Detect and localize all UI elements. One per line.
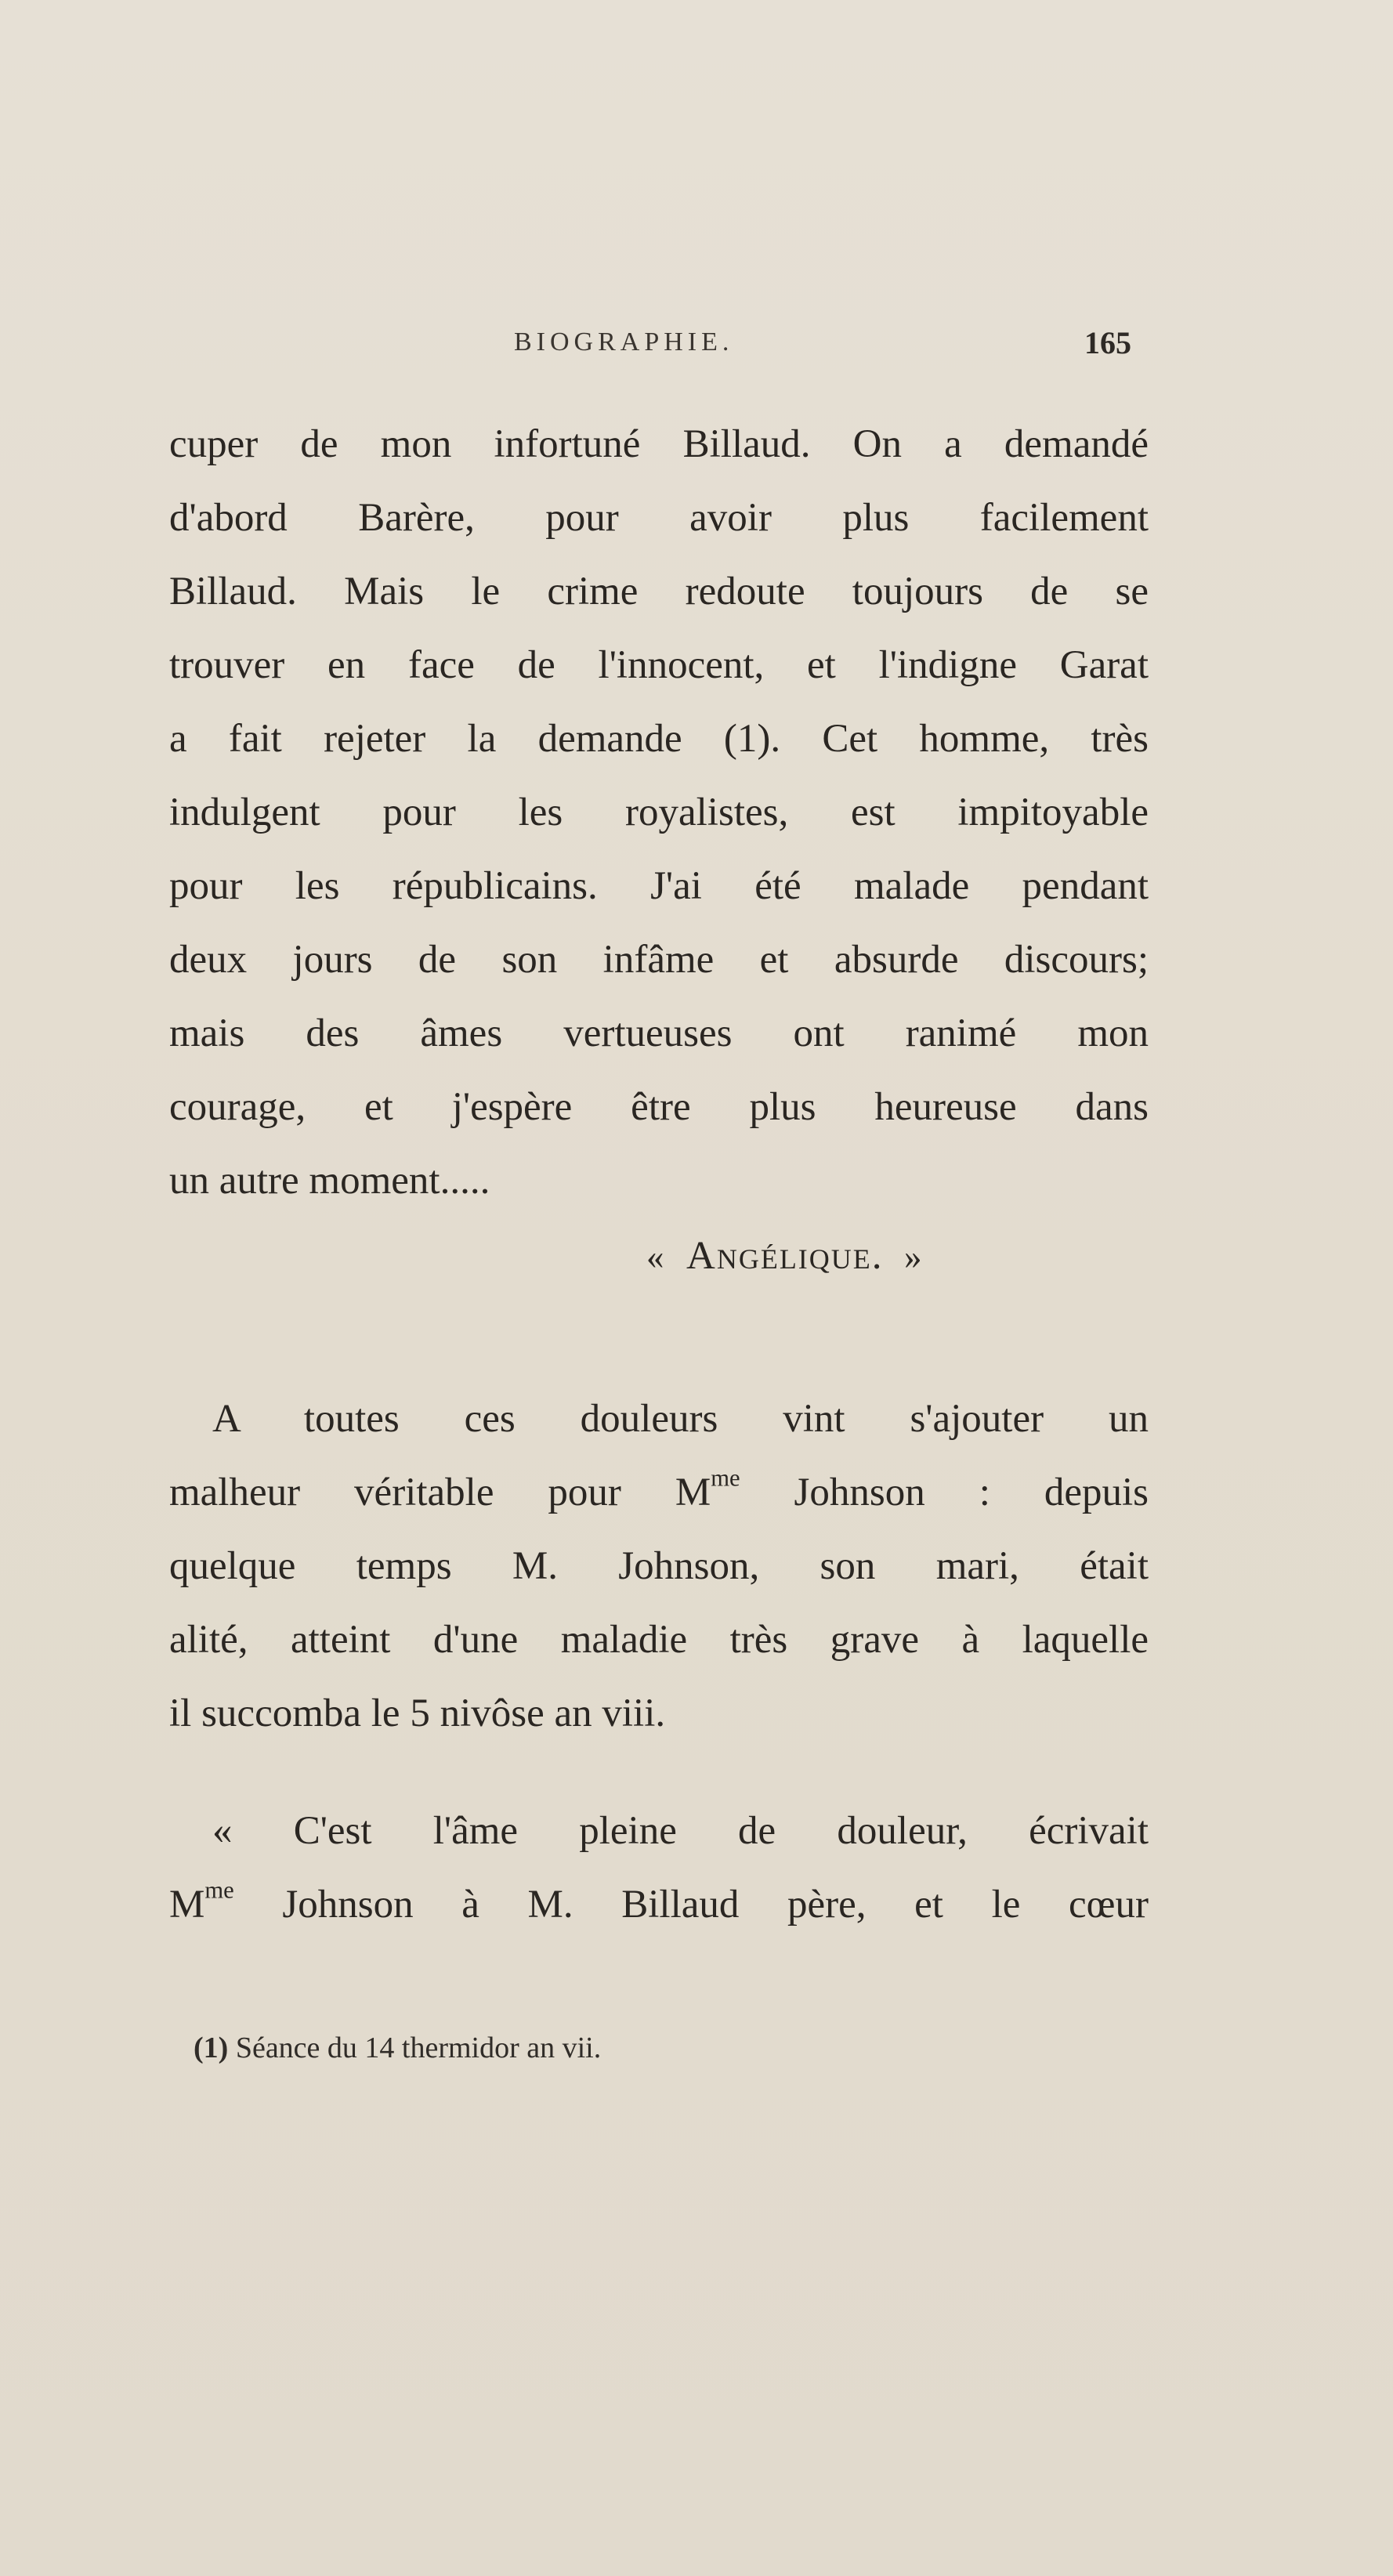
text-line: a fait rejeter la demande (1). Cet homme, très — [169, 717, 1149, 761]
paragraph-narrative — [169, 1382, 1149, 1750]
text-line: deux jours de son infâme et absurde discours; — [169, 938, 1149, 982]
letter-signature — [646, 1233, 924, 1279]
text-line: trouver en face de l'innocent, et l'indigne Garat — [169, 643, 1149, 687]
text-line: Billaud. Mais le crime redoute toujours de se — [169, 570, 1149, 613]
page-number: 165 — [1084, 325, 1131, 360]
footnote-text: Séance du 14 thermidor an vii. — [228, 2031, 602, 2064]
text-line: malheur véritable pour $M^{me}$ Johnson : depuis — [169, 1464, 1149, 1514]
footnote-marker: (1) — [194, 2031, 229, 2064]
text-line: indulgent pour les royalistes, est impitoyable — [169, 791, 1149, 834]
text-line: alité, atteint d'une maladie très grave à laquelle — [169, 1618, 1149, 1662]
paragraph-letter-body — [169, 407, 1149, 1217]
signature-name: Angélique. — [686, 1234, 884, 1278]
signature-close-quote: » — [904, 1237, 924, 1276]
text-line: « C'est l'âme pleine de douleur, écrivait — [212, 1809, 1149, 1853]
text-line: il succomba le 5 nivôse an viii. — [169, 1691, 666, 1735]
text-line: un autre moment..... — [169, 1159, 490, 1203]
running-title: BIOGRAPHIE. — [514, 327, 734, 356]
text-line: A toutes ces douleurs vint s'ajouter un — [212, 1397, 1149, 1441]
text-line: d'abord Barère, pour avoir plus facilement — [169, 496, 1149, 540]
text-line: $M^{me}$ Johnson à M. Billaud père, et le cœur — [169, 1876, 1149, 1927]
text-line: quelque temps M. Johnson, son mari, était — [169, 1544, 1149, 1588]
text-line: cuper de mon infortuné Billaud. On a demandé — [169, 422, 1149, 466]
text-line: mais des âmes vertueuses ont ranimé mon — [169, 1011, 1149, 1055]
text-line: courage, et j'espère être plus heureuse dans — [169, 1085, 1149, 1129]
signature-open-quote: « — [646, 1237, 666, 1276]
text-line: pour les républicains. J'ai été malade pendant — [169, 864, 1149, 908]
paragraph-letter-opening — [169, 1794, 1149, 1941]
footnote — [194, 2031, 601, 2065]
